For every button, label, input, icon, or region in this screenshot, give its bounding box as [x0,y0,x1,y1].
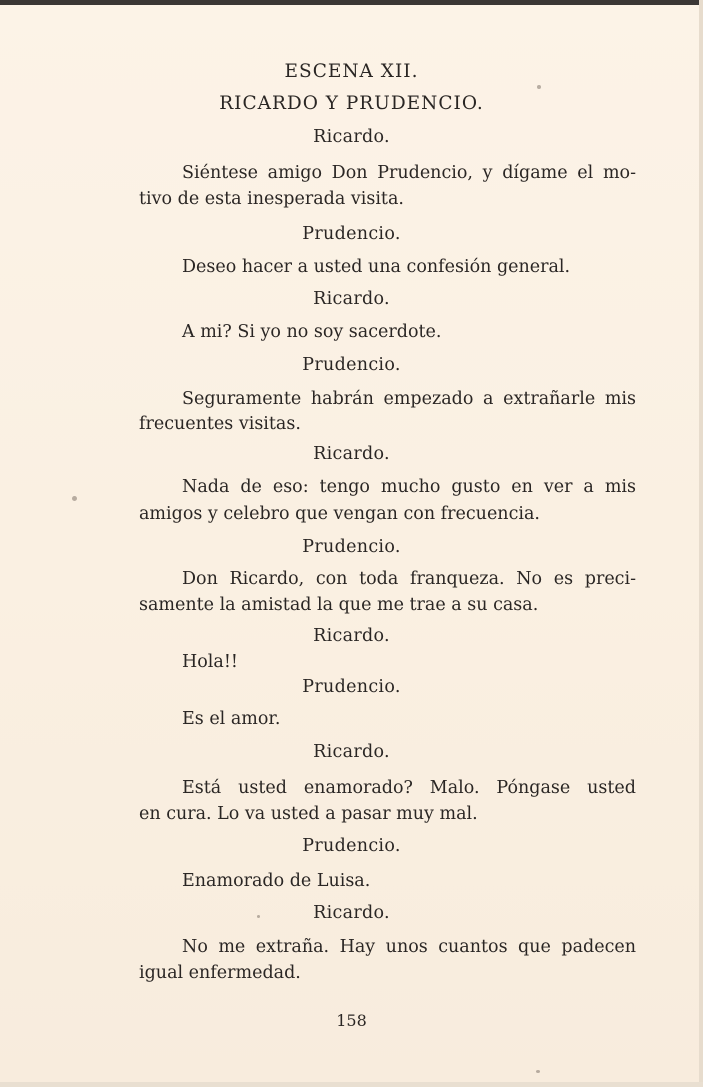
dialogue-line: frecuentes visitas. [139,414,301,434]
speaker-label: Ricardo. [313,289,390,309]
paper-speck [537,85,541,89]
dialogue-line: Hola!! [182,652,238,672]
dialogue-line: igual enfermedad. [139,963,301,983]
dialogue-line: Nada de eso: tengo mucho gusto en ver a mis [182,477,636,497]
speaker-label: Prudencio. [302,224,401,244]
page-number: 158 [336,1011,367,1030]
paper-speck [72,496,77,501]
speaker-label: Ricardo. [313,742,390,762]
dialogue-line: en cura. Lo va usted a pasar muy mal. [139,804,478,824]
dialogue-line: No me extraña. Hay unos cuantos que padecen [182,937,636,957]
page-bottom-edge [0,1082,703,1087]
scene-title: ESCENA XII. [284,61,419,82]
page-top-edge [0,0,703,5]
speaker-label: Prudencio. [302,537,401,557]
speaker-label: Ricardo. [313,444,390,464]
dialogue-line: samente la amistad la que me trae a su casa. [139,595,539,615]
dialogue-line: Es el amor. [182,709,281,729]
paper-speck [536,1070,540,1073]
dialogue-line: Seguramente habrán empezado a extrañarle mis [182,389,636,409]
scene-characters: RICARDO Y PRUDENCIO. [219,93,484,114]
speaker-label: Ricardo. [313,903,390,923]
speaker-label: Prudencio. [302,677,401,697]
dialogue-line: Enamorado de Luisa. [182,871,371,891]
dialogue-line: Siéntese amigo Don Prudencio, y dígame el mo- [182,163,636,183]
dialogue-line: A mi? Si yo no soy sacerdote. [182,322,442,342]
speaker-label: Prudencio. [302,355,401,375]
speaker-label: Ricardo. [313,626,390,646]
dialogue-line: amigos y celebro que vengan con frecuencia. [139,504,540,524]
dialogue-line: Deseo hacer a usted una confesión general. [182,257,571,277]
dialogue-line: tivo de esta inesperada visita. [139,189,404,209]
dialogue-line: Don Ricardo, con toda franqueza. No es preci- [182,569,636,589]
dialogue-line: Está usted enamorado? Malo. Póngase usted [182,778,636,798]
speaker-label: Prudencio. [302,836,401,856]
speaker-label: Ricardo. [313,127,390,147]
paper-speck [257,915,260,918]
